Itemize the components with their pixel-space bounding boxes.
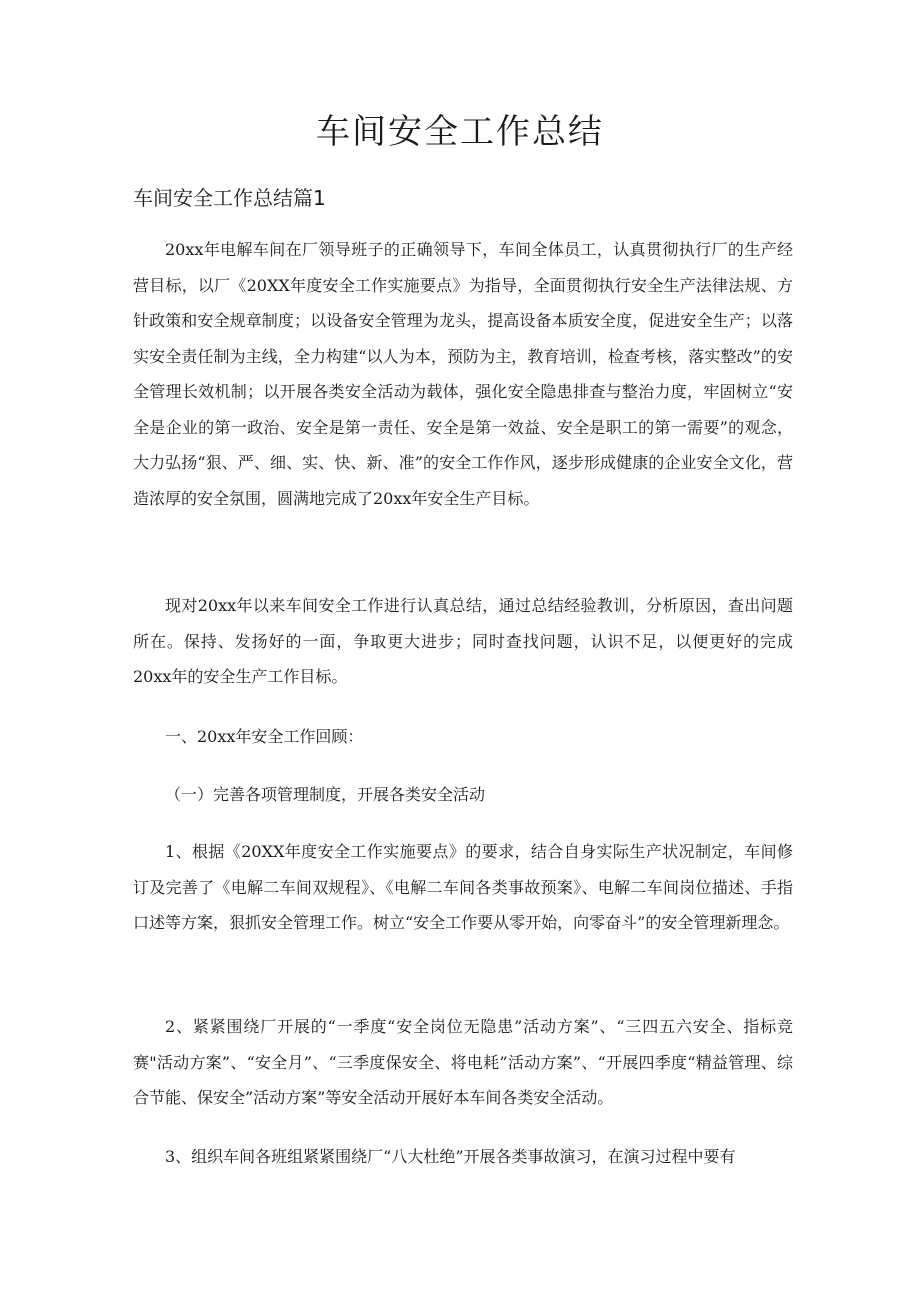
paragraph-summary (133, 588, 793, 695)
section-title: 车间安全工作总结篇1 (133, 186, 326, 210)
heading-review: 一、20xx年安全工作回顾： (165, 727, 364, 746)
paragraph-text: 20xx年电解车间在厂领导班子的正确领导下，车间全体员工，认真贯彻执行厂的生产经营目标，以厂《20XX年度安全工作实施要点》为指导，全面贯彻执行安全生产法律法规、方针政策和安全规章制度；以设备安全管理为龙头，提高设备本质安全度，促进安全生产；以落实安全责任制为主线，全力构建“以人为本，预防为主，教育培训，检查考核，落实整改”的安全管理长效机制；以开展各类安全活动为载体，强化安全隐患排查与整治力度，牢固树立“安全是企业的第一政治、安全是第一责任、安全是第一效益、安全是职工的第一需要”的观念，大力弘扬“狠、严、细、实、快、新、准”的安全工作作风，逐步形成健康的企业安全文化，营造浓厚的安全氛围，圆满地完成了20xx年安全生产目标。 (133, 240, 793, 508)
paragraph-item-1 (133, 834, 793, 941)
paragraph-text: 3、组织车间各班组紧紧围绕厂“八大杜绝”开展各类事故演习，在演习过程中要有 (165, 1147, 736, 1166)
heading-subsection-1: （一）完善各项管理制度，开展各类安全活动 (165, 785, 486, 804)
paragraph-text: 2、紧紧围绕厂开展的“一季度“安全岗位无隐患”活动方案”、“三四五六安全、指标竞赛"活动方案”、“安全月”、“三季度保安全、将电耗”活动方案”、“开展四季度“精益管理、综合节能、保安全”活动方案”等安全活动开展好本车间各类安全活动。 (133, 1017, 793, 1107)
paragraph-item-3 (133, 1139, 793, 1175)
paragraph-intro (133, 232, 793, 516)
paragraph-item-2 (133, 1009, 793, 1116)
document-title: 车间安全工作总结 (316, 112, 604, 152)
paragraph-text: 现对20xx年以来车间安全工作进行认真总结，通过总结经验教训，分析原因，查出问题所在。保持、发扬好的一面，争取更大进步；同时查找问题，认识不足，以便更好的完成20xx年的安全生产工作目标。 (133, 596, 793, 686)
paragraph-text: 1、根据《20XX年度安全工作实施要点》的要求，结合自身实际生产状况制定，车间修订及完善了《电解二车间双规程》、《电解二车间各类事故预案》、电解二车间岗位描述、手指口述等方案，狠抓安全管理工作。树立“安全工作要从零开始，向零奋斗”的安全管理新理念。 (133, 842, 793, 932)
